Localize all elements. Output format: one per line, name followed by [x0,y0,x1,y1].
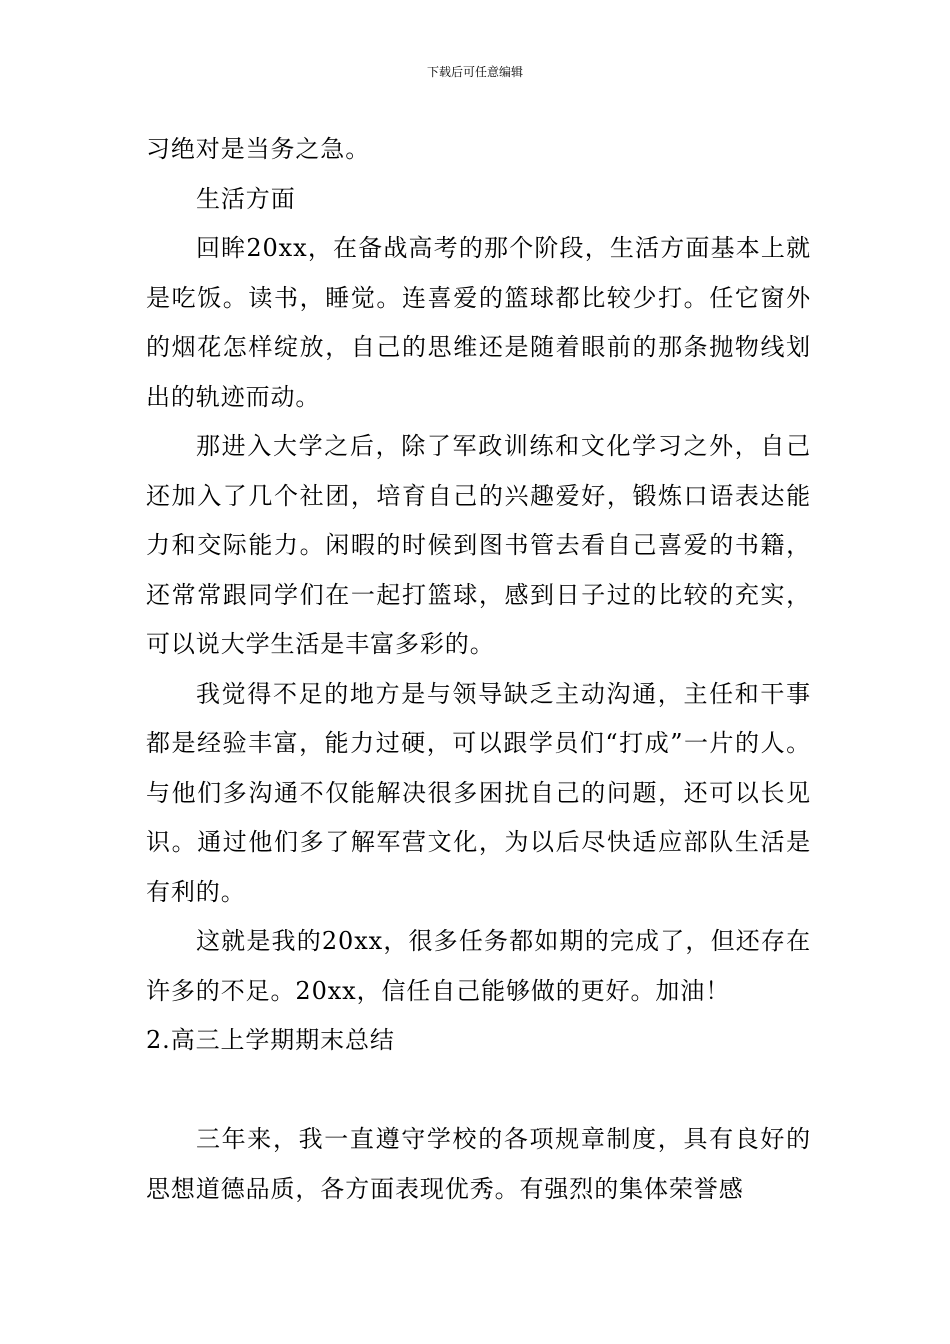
paragraph-continuation: 习绝对是当务之急。 [146,135,371,163]
paragraph-shortcomings: 我觉得不足的地方是与领导缺乏主动沟通，主任和干事都是经验丰富，能力过硬，可以跟学员们“打成”一片的人。与他们多沟通不仅能解决很多困扰自己的问题，还可以长见识。通过他们多了解军营文化，为以后尽快适应部队生活是有利的。 [146,679,811,906]
paragraph-conclusion: 这就是我的20xx，很多任务都如期的完成了，但还存在许多的不足。20xx，信任自己能够做的更好。加油！ [146,927,811,1005]
paragraph-three-years: 三年来，我一直遵守学校的各项规章制度，具有良好的思想道德品质，各方面表现优秀。有强烈的集体荣誉感 [146,1125,811,1203]
paragraph-university: 那进入大学之后，除了军政训练和文化学习之外，自己还加入了几个社团，培育自己的兴趣爱好，锻炼口语表达能力和交际能力。闲暇的时候到图书管去看自己喜爱的书籍，还常常跟同学们在一起打篮球，感到日子过的比较的充实，可以说大学生活是丰富多彩的。 [146,432,811,658]
section-title-life: 生活方面 [196,184,296,213]
section-heading-2: 2.高三上学期期末总结 [146,1026,395,1054]
blank-line [146,1066,811,1116]
page-header: 下载后可任意编辑 [426,65,523,79]
paragraph-review: 回眸20xx，在备战高考的那个阶段，生活方面基本上就是吃饭。读书，睡觉。连喜爱的篮球都比较少打。任它窗外的烟花怎样绽放，自己的思维还是随着眼前的那条抛物线划出的轨迹而动。 [146,234,811,411]
document-body [146,125,811,1214]
